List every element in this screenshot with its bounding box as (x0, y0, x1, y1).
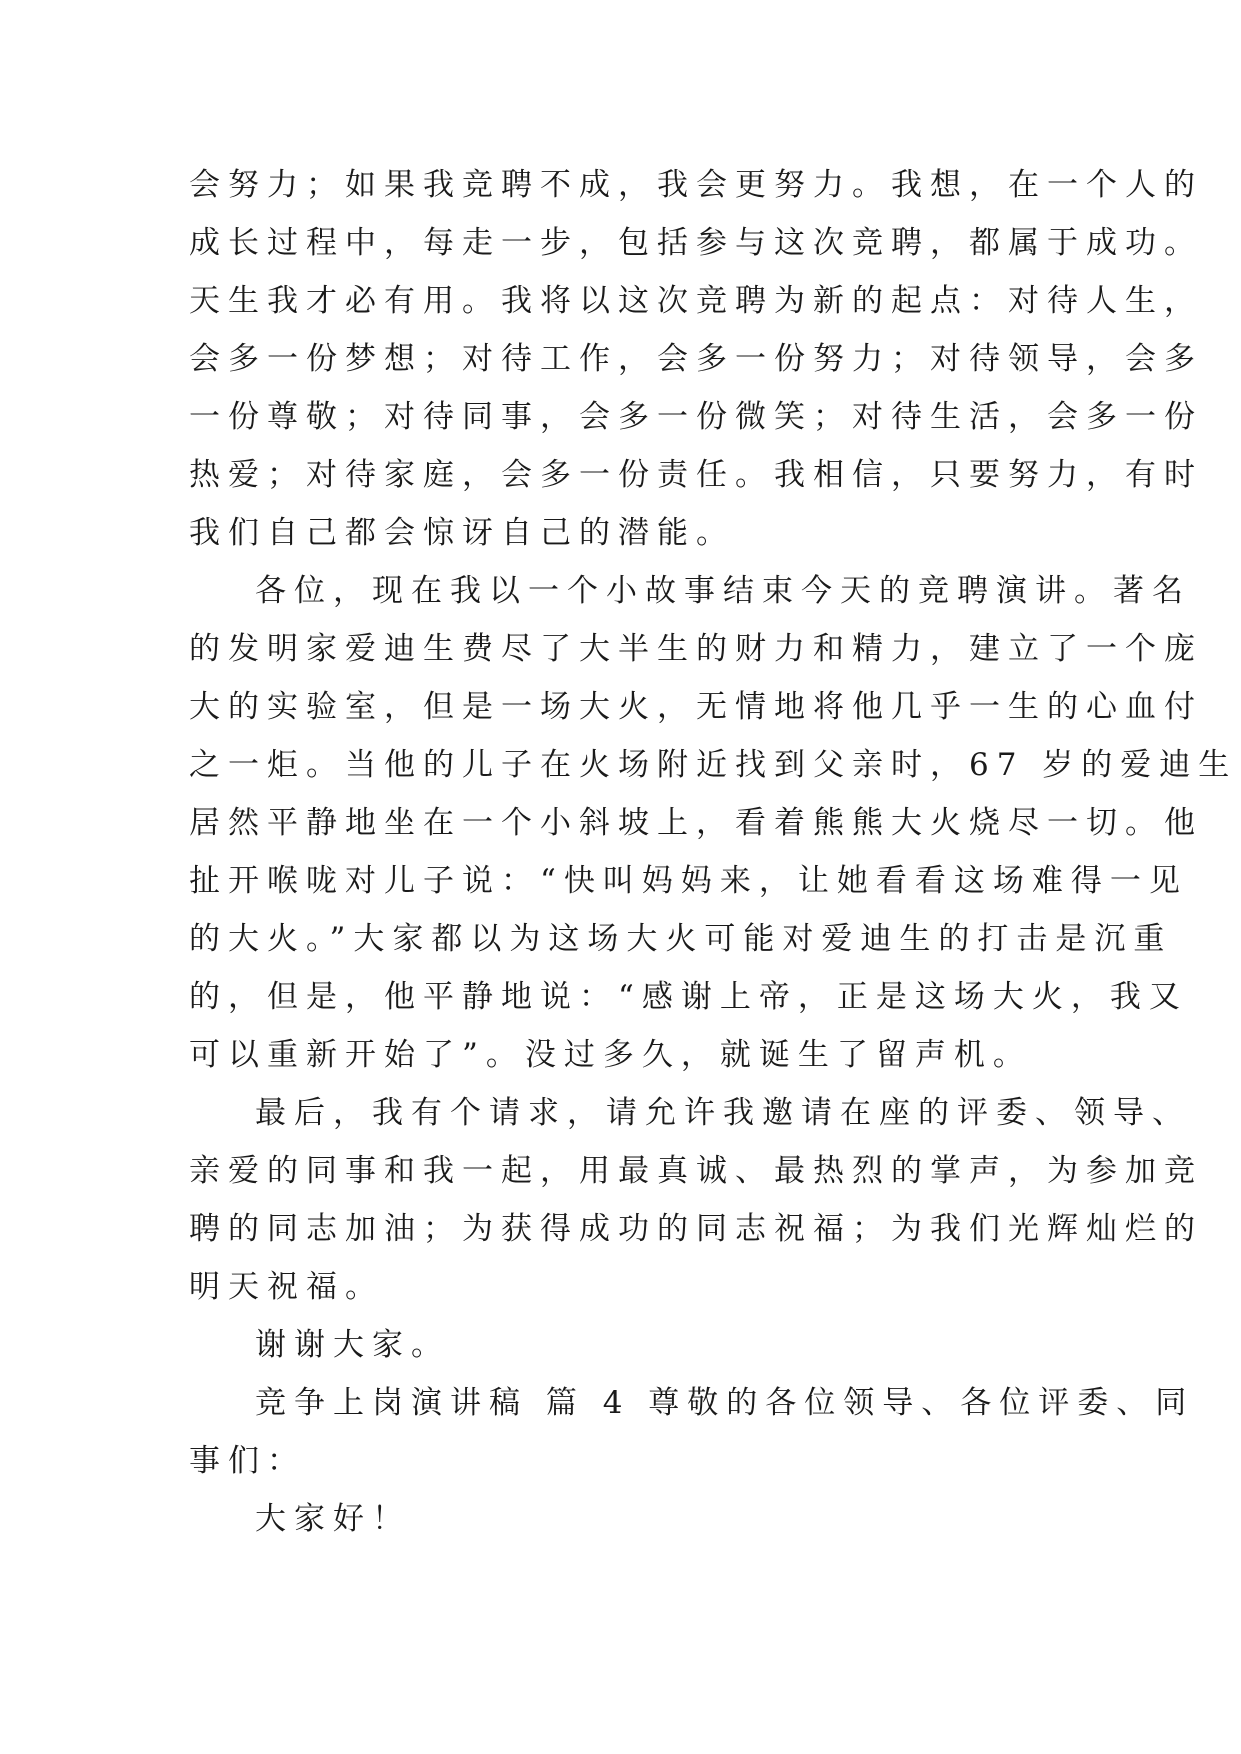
text-line: 会努力；如果我竞聘不成，我会更努力。我想，在一个人的 (189, 167, 1203, 203)
text-line: 的大火。”大家都以为这场大火可能对爱迪生的打击是沉重 (189, 921, 1173, 957)
text-line: 扯开喉咙对儿子说：“快叫妈妈来，让她看看这场难得一见 (189, 863, 1188, 899)
text-line: 大的实验室，但是一场大火，无情地将他几乎一生的心血付 (189, 689, 1203, 725)
text-line: 会多一份梦想；对待工作，会多一份努力；对待领导，会多 (189, 341, 1203, 377)
text-line: 我们自己都会惊讶自己的潜能。 (189, 515, 735, 551)
document-body (189, 156, 1238, 1548)
greeting-line: 大家好！ (255, 1501, 411, 1537)
text-line: 聘的同志加油；为获得成功的同志祝福；为我们光辉灿烂的 (189, 1211, 1203, 1247)
text-line: 热爱；对待家庭，会多一份责任。我相信，只要努力，有时 (189, 457, 1203, 493)
text-line: 事们： (189, 1443, 306, 1479)
paragraph-start-line: 最后，我有个请求，请允许我邀请在座的评委、领导、 (255, 1095, 1191, 1131)
text-line: 的发明家爱迪生费尽了大半生的财力和精力，建立了一个庞 (189, 631, 1203, 667)
text-line: 明天祝福。 (189, 1269, 384, 1305)
text-line: 的，但是，他平静地说：“感谢上帝，正是这场大火，我又 (189, 979, 1188, 1015)
paragraph-start-line: 各位，现在我以一个小故事结束今天的竞聘演讲。著名 (255, 573, 1191, 609)
text-line: 可以重新开始了”。没过多久，就诞生了留声机。 (189, 1037, 1032, 1073)
text-line: 成长过程中，每走一步，包括参与这次竞聘，都属于成功。 (189, 225, 1203, 261)
text-line: 一份尊敬；对待同事，会多一份微笑；对待生活，会多一份 (189, 399, 1203, 435)
text-line: 天生我才必有用。我将以这次竞聘为新的起点：对待人生， (189, 283, 1203, 319)
section-heading-line: 竞争上岗演讲稿 篇 4 尊敬的各位领导、各位评委、同 (255, 1385, 1195, 1421)
text-line: 亲爱的同事和我一起，用最真诚、最热烈的掌声，为参加竞 (189, 1153, 1203, 1189)
paragraph-start-line: 谢谢大家。 (255, 1327, 450, 1363)
text-line: 居然平静地坐在一个小斜坡上，看着熊熊大火烧尽一切。他 (189, 805, 1203, 841)
text-line: 之一炬。当他的儿子在火场附近找到父亲时，67 岁的爱迪生 (189, 747, 1238, 783)
